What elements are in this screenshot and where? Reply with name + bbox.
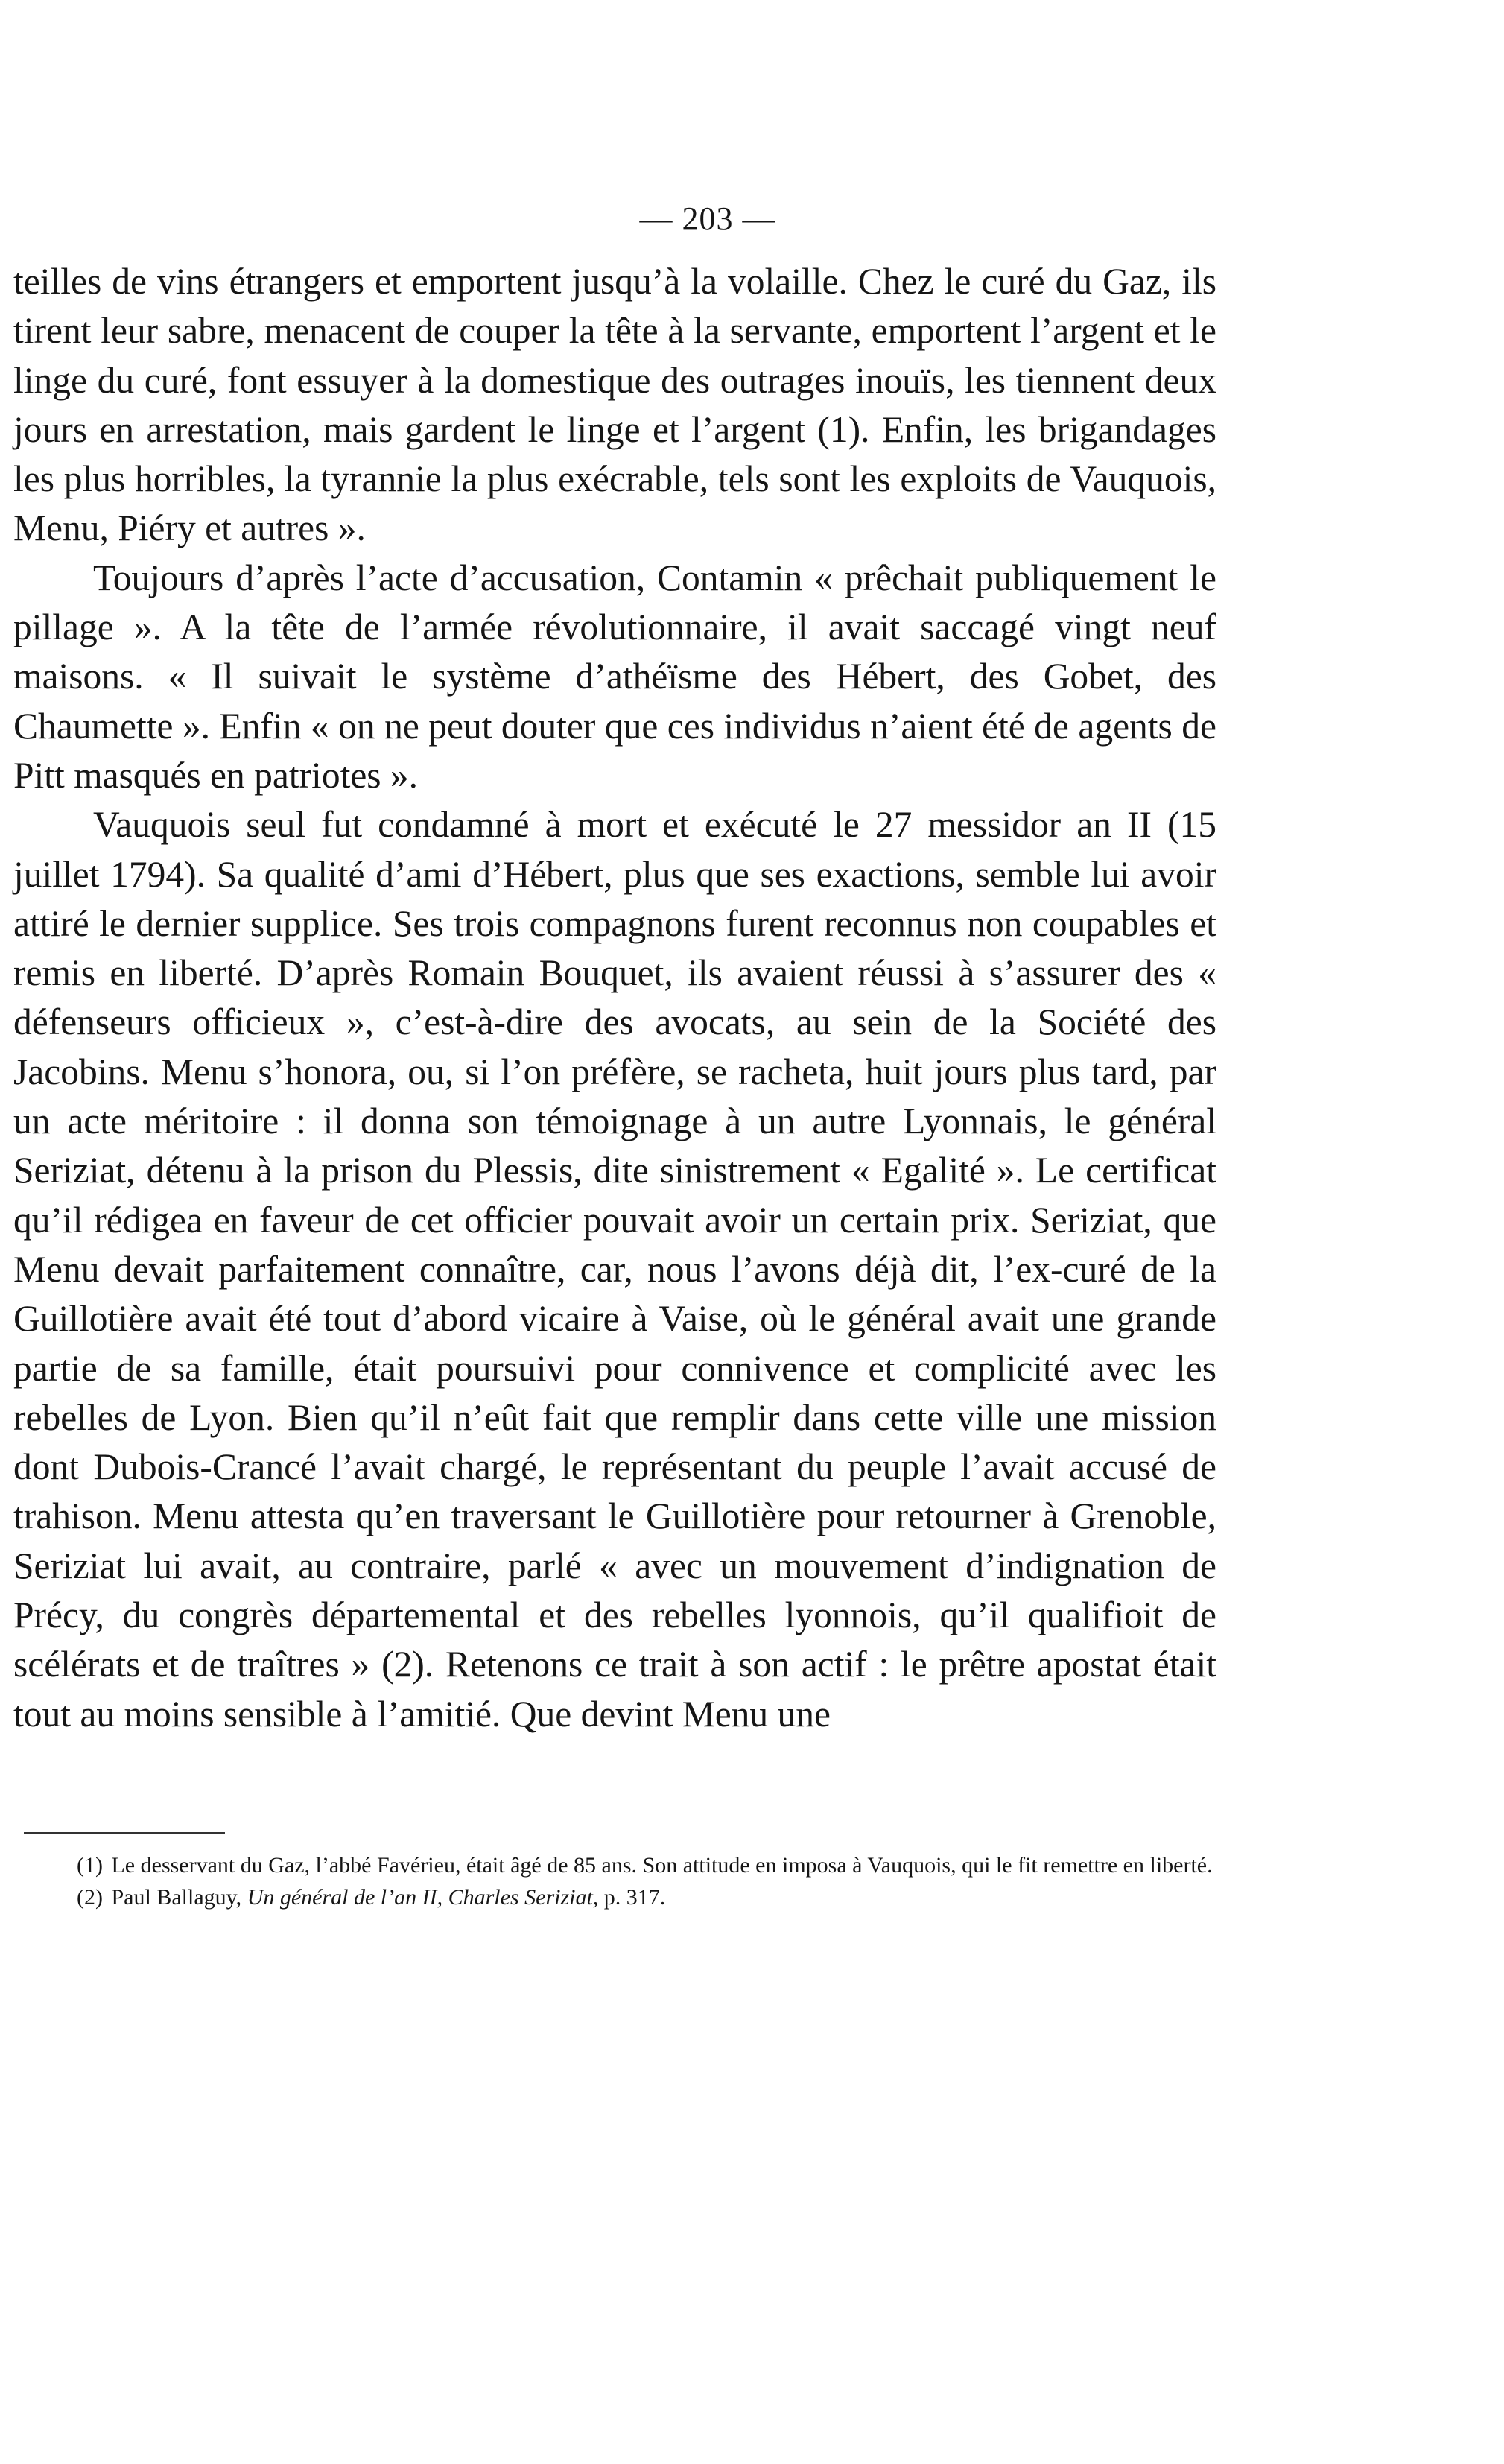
footnotes bbox=[13, 1851, 1216, 1912]
paragraph-contamin: Toujours d’après l’acte d’accusation, Contamin « prêchait publiquement le pillage ». A la tête de l’armée révolutionnaire, il avait saccagé vingt neuf maisons. « Il suivait le système d’athéïsme des Hébert, des Gobet, des Chaumette ». Enfin « on ne peut douter que ces individus n’aient été de agents de Pitt masqués en patriotes ». bbox=[13, 557, 1216, 796]
footnote-2-author: Paul Ballaguy, bbox=[111, 1885, 242, 1910]
page-number: — 203 — bbox=[639, 200, 776, 237]
paragraph-continued: teilles de vins étrangers et emportent jusqu’à la volaille. Chez le curé du Gaz, ils tirent leur sabre, menacent de couper la tête à la servante, emportent l’argent et le linge du curé, font essuyer à la domestique des outrages inouïs, les tiennent deux jours en arrestation, mais gardent le linge et l’argent (1). Enfin, les brigandages les plus horribles, la tyrannie la plus exécrable, tels sont les exploits de Vauquois, Menu, Piéry et autres ». bbox=[13, 261, 1216, 549]
footnote-2-page: p. 317. bbox=[603, 1885, 666, 1910]
footnote-2 bbox=[13, 1883, 1216, 1912]
footnote-2-title: Un général de l’an II, Charles Seriziat, bbox=[247, 1885, 599, 1910]
footnote-2-ref: (2) bbox=[77, 1885, 103, 1910]
footnote-1-ref: (1) bbox=[77, 1853, 103, 1878]
footnote-1 bbox=[13, 1851, 1216, 1880]
footnote-divider bbox=[24, 1832, 225, 1834]
main-text bbox=[13, 257, 1216, 1739]
footnote-1-text: Le desservant du Gaz, l’abbé Favérieu, était âgé de 85 ans. Son attitude en imposa à Vauquois, qui le fit remettre en liberté. bbox=[111, 1853, 1213, 1878]
paragraph-vauquois: Vauquois seul fut condamné à mort et exécuté le 27 messidor an II (15 juillet 1794). Sa qualité d’ami d’Hébert, plus que ses exactions, semble lui avoir attiré le dernier supplice. Ses trois compagnons furent reconnus non coupables et remis en liberté. D’après Romain Bouquet, ils avaient réussi à s’assurer des « défenseurs officieux », c’est-à-dire des avocats, au sein de la Société des Jacobins. Menu s’honora, ou, si l’on préfère, se racheta, huit jours plus tard, par un acte méritoire : il donna son témoignage à un autre Lyonnais, le général Seriziat, détenu à la prison du Plessis, dite sinistrement « Egalité ». Le certificat qu’il rédigea en faveur de cet officier pouvait avoir un certain prix. Seriziat, que Menu devait parfaitement connaître, car, nous l’avons déjà dit, l’ex-curé de la Guillotière avait été tout d’abord vicaire à Vaise, où le général avait une grande partie de sa famille, était poursuivi pour connivence et complicité avec les rebelles de Lyon. Bien qu’il n’eût fait que remplir dans cette ville une mission dont Dubois-Crancé l’avait chargé, le représentant du peuple l’avait accusé de trahison. Menu attesta qu’en traversant le Guillotière pour retourner à Grenoble, Seriziat lui avait, au contraire, parlé « avec un mouvement d’indignation de Précy, du congrès départemental et des rebelles lyonnois, qu’il qualifioit de scélérats et de traîtres » (2). Retenons ce trait à son actif : le prêtre apostat était tout au moins sensible à l’amitié. Que devint Menu une bbox=[13, 804, 1216, 1735]
